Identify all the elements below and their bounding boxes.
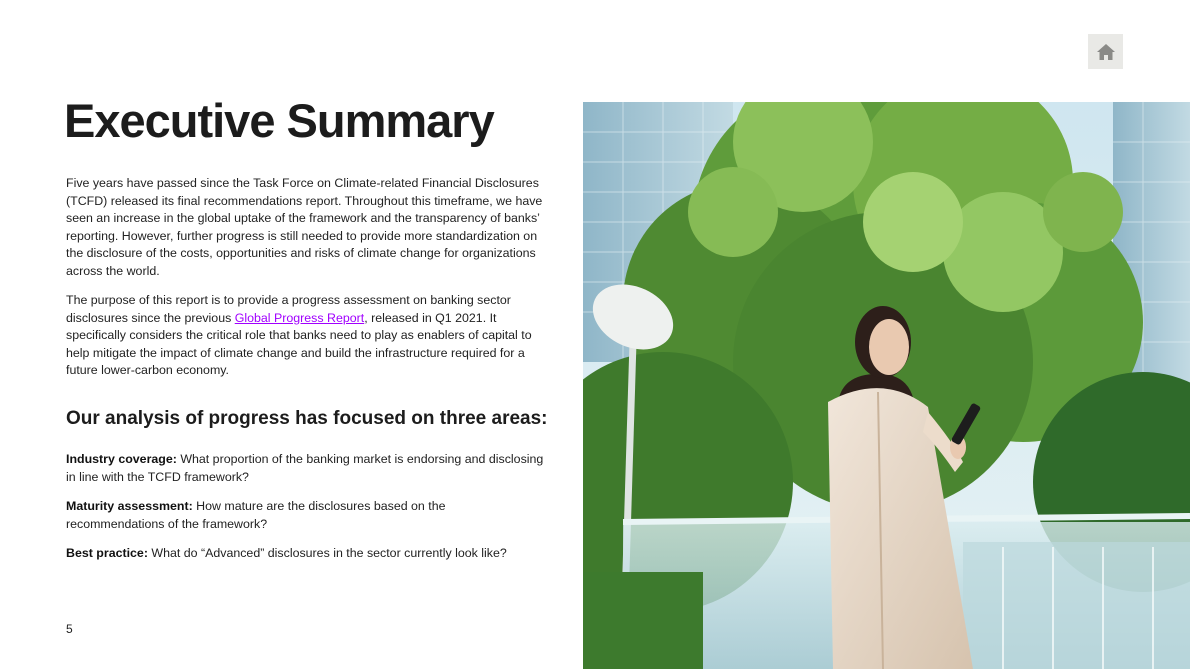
area-label: Best practice:: [66, 546, 148, 560]
intro-paragraph-1: Five years have passed since the Task Force on Climate-related Financial Disclosures (TCFD) released its final recommendations report. Throughout this timeframe, we have seen an increase in the global uptake of the framework and the transparency of banks’ reporting. However, further progress is still needed to provide more standardization on the disclosure of the costs, opportunities and risks of climate change for organizations across the world.: [66, 176, 543, 278]
page-title: Executive Summary: [64, 94, 494, 147]
area-label: Industry coverage:: [66, 452, 177, 466]
intro-paragraph-2-end: , released in Q1 2021. It specifically considers the critical role that banks need to play as enablers of capital to help mitigate the impact of climate change and build the infrastructure required for a future lower-carbon economy.: [66, 310, 532, 378]
home-button[interactable]: [1088, 34, 1123, 69]
home-icon: [1097, 44, 1115, 60]
analysis-heading: Our analysis of progress has focused on three areas:: [66, 408, 548, 429]
hero-photo-woman-among-trees: [583, 102, 1190, 669]
intro-paragraph-2-start: The purpose of this report is to provide a progress assessment on banking sector disclosures since the previous: [66, 293, 511, 325]
global-progress-report-link[interactable]: Global Progress Report: [234, 310, 365, 325]
area-text: What do “Advanced” disclosures in the sector currently look like?: [147, 546, 507, 560]
area-text: How mature are the disclosures based on the recommendations of the framework?: [66, 499, 446, 531]
area-label: Maturity assessment:: [66, 499, 193, 513]
intro-paragraph-2: [66, 292, 546, 380]
page-number: 5: [66, 622, 73, 636]
analysis-area-maturity-assessment: [66, 498, 546, 533]
analysis-area-industry-coverage: [66, 451, 546, 486]
area-text: What proportion of the banking market is endorsing and disclosing in line with the TCFD framework?: [66, 452, 544, 484]
analysis-area-best-practice: [66, 545, 546, 563]
